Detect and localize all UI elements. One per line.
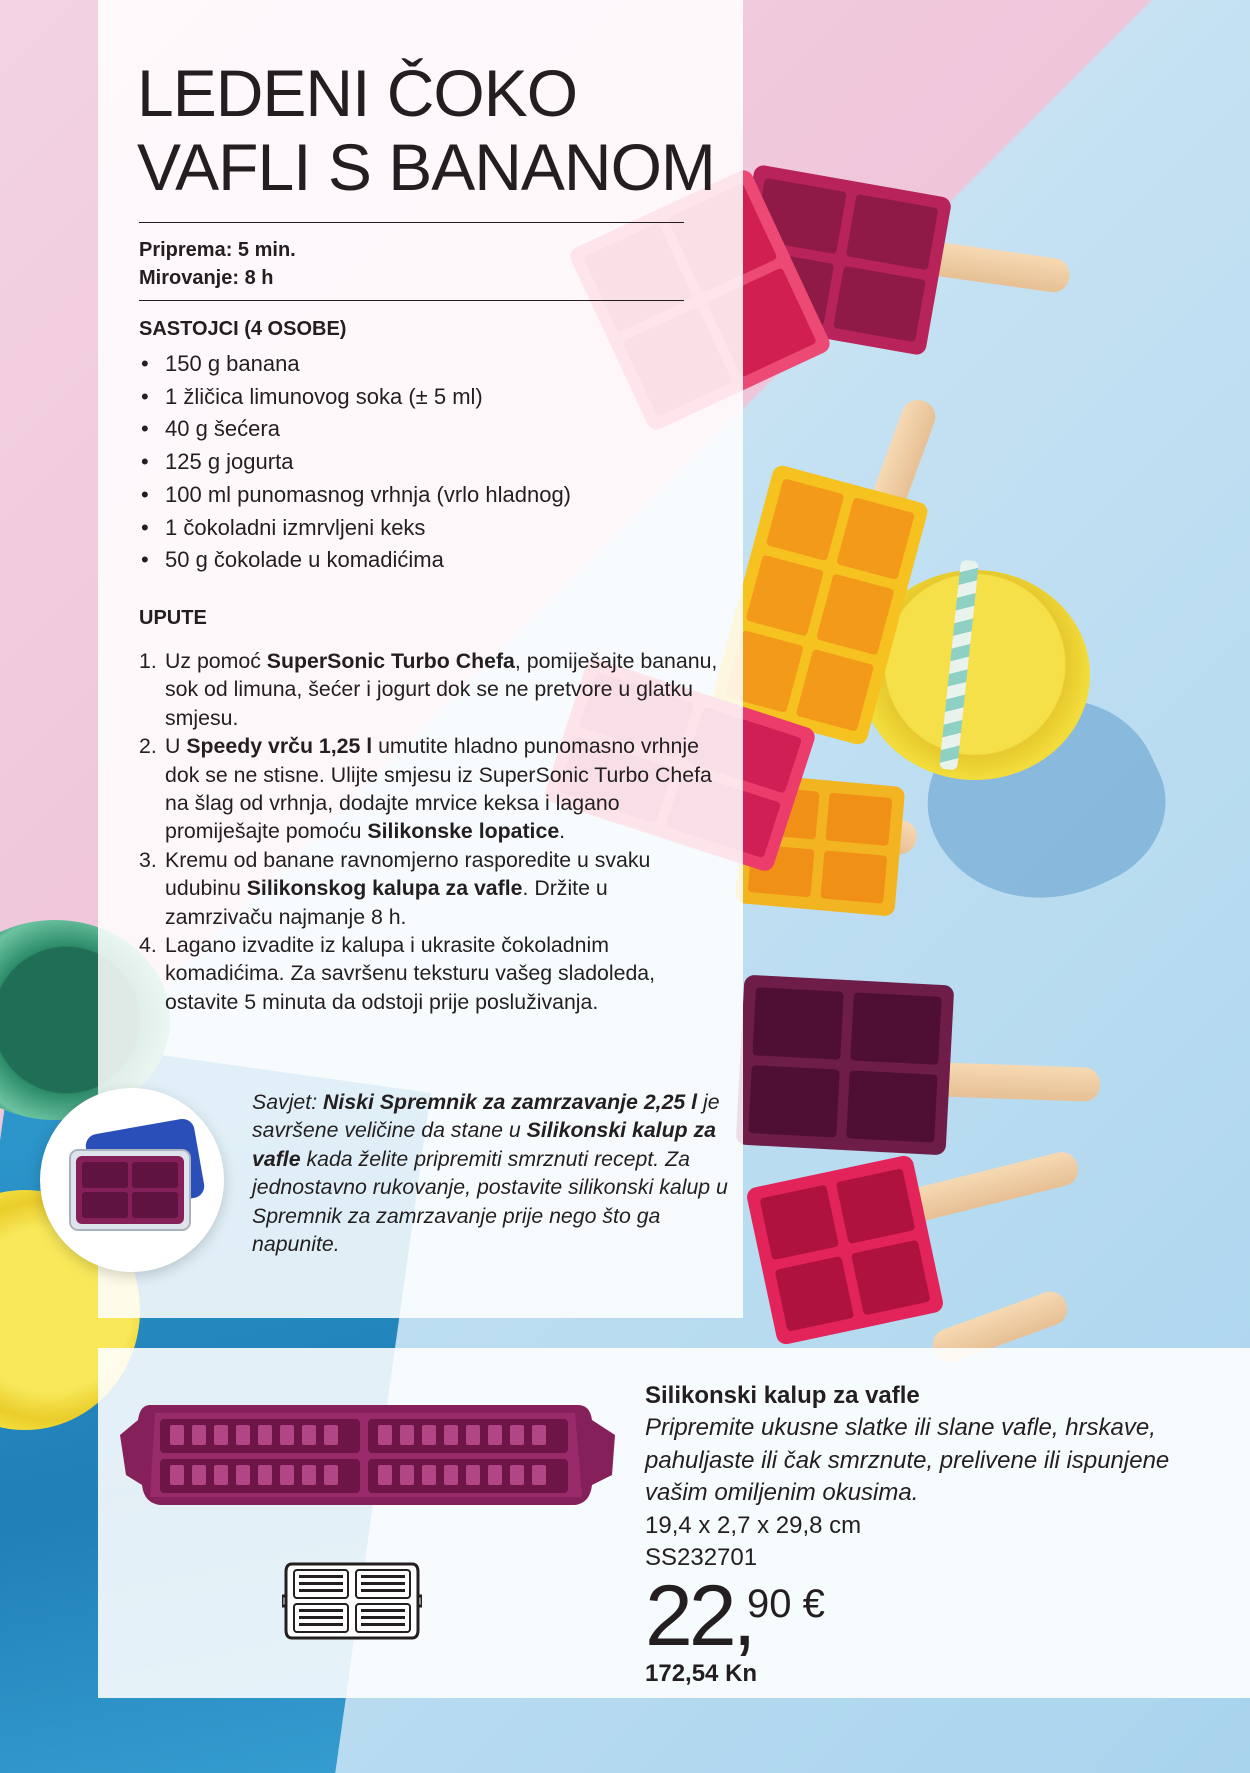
price bbox=[645, 1568, 825, 1664]
step-number: 2. bbox=[139, 734, 157, 759]
tip-text: Savjet: Niski Spremnik za zamrzavanje 2,25 l je savršene veličine da stane u Silikonski kalup za vafle kada želite pripremiti smrznuti recept. Za jednostavno rukovanje, postavite silikonski kalup u Spremnik za zamrzavanje prije nego što ga napunite. bbox=[252, 1090, 728, 1257]
step-number: 4. bbox=[139, 933, 157, 958]
prep-time: Priprema: 5 min. bbox=[139, 239, 296, 261]
step-item: 1. Uz pomoć SuperSonic Turbo Chefa, pomiješajte bananu, sok od limuna, šećer i jogurt dok se ne pretvore u glatku smjesu. bbox=[139, 649, 718, 730]
product-info bbox=[645, 1380, 1205, 1574]
divider bbox=[139, 300, 684, 301]
step-item: 4. Lagano izvadite iz kalupa i ukrasite čokoladnim komadićima. Za savršenu teksturu vašeg sladoleda, ostavite 5 minuta da odstoji prije posluživanja. bbox=[139, 933, 656, 1014]
product-mention: SuperSonic Turbo Chefa bbox=[266, 649, 515, 673]
ingredient-item: • 150 g banana bbox=[139, 348, 571, 381]
price-kn: 172,54 Kn bbox=[645, 1660, 758, 1687]
ingredient-item: • 1 žličica limunovog soka (± 5 ml) bbox=[139, 381, 571, 414]
instructions-heading: UPUTE bbox=[139, 607, 207, 629]
product-mention: Speedy vrču 1,25 l bbox=[186, 734, 373, 759]
tip-label: Savjet: bbox=[252, 1090, 324, 1114]
recipe-meta bbox=[139, 236, 296, 292]
step-number: 3. bbox=[139, 847, 157, 872]
ingredient-item: • 125 g jogurta bbox=[139, 446, 571, 479]
freezer-container-icon bbox=[40, 1088, 224, 1272]
product-mention: Silikonskog kalupa za vafle bbox=[246, 876, 523, 901]
product-code: SS232701 bbox=[645, 1543, 758, 1571]
product-name: Silikonski kalup za vafle bbox=[645, 1382, 920, 1409]
instructions-list bbox=[139, 647, 719, 1016]
product-mention: Silikonske lopatice bbox=[367, 819, 560, 844]
divider bbox=[139, 222, 684, 223]
price-decimal: 90 € bbox=[747, 1582, 825, 1626]
ingredient-item: • 40 g šećera bbox=[139, 413, 571, 446]
rest-time: Mirovanje: 8 h bbox=[139, 267, 274, 289]
tip-product-image bbox=[40, 1088, 224, 1272]
step-item: 3. Kremu od banane ravnomjerno rasporedite u svaku udubinu Silikonskog kalupa za vafle. Držite u zamrzivaču najmanje 8 h. bbox=[139, 847, 651, 929]
waffle-mold-image bbox=[120, 1385, 615, 1525]
popsicle-stick bbox=[929, 1062, 1100, 1102]
ingredient-item: • 1 čokoladni izmrvljeni keks bbox=[139, 512, 571, 545]
title-line-2: VAFLI S BANANOM bbox=[137, 130, 715, 204]
ingredient-item: • 100 ml punomasnog vrhnja (vrlo hladnog) bbox=[139, 479, 571, 512]
product-description: Pripremite ukusne slatke ili slane vafle, hrskave, pahuljaste ili čak smrznute, prelivene ili ispunjene vašim omiljenim okusima. bbox=[645, 1414, 1170, 1506]
title-line-1: LEDENI ČOKO bbox=[137, 56, 578, 130]
recipe-title bbox=[137, 56, 737, 204]
step-item: 2. U Speedy vrču 1,25 l umutite hladno punomasno vrhnje dok se ne stisne. Ulijte smjesu iz SuperSonic Turbo Chefa na šlag od vrhnja, dodajte mrvice keksa i lagano promiješajte pomoću Silikonske lopatice. bbox=[139, 734, 712, 844]
price-integer: 22, bbox=[645, 1568, 753, 1664]
step-number: 1. bbox=[139, 649, 157, 673]
waffle-mold-outline-icon bbox=[282, 1558, 422, 1644]
ingredients-heading: SASTOJCI (4 OSOBE) bbox=[139, 318, 347, 340]
popsicle-berry-2 bbox=[736, 975, 955, 1156]
ingredient-item: • 50 g čokolade u komadićima bbox=[139, 544, 571, 577]
ingredients-list bbox=[139, 348, 571, 577]
product-dimensions: 19,4 x 2,7 x 29,8 cm bbox=[645, 1511, 862, 1539]
